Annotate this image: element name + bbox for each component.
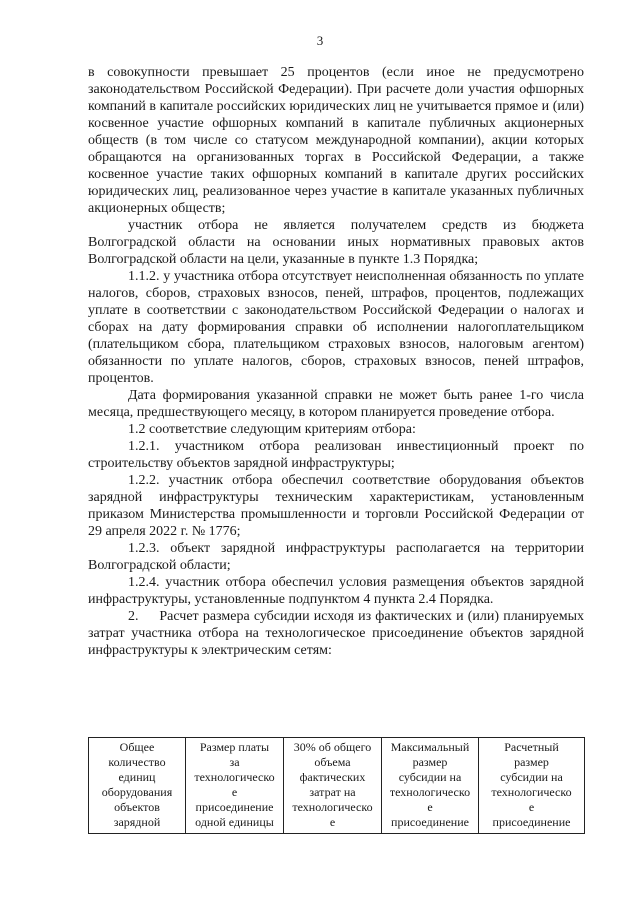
paragraph-1-2-3: 1.2.3. объект зарядной инфраструктуры располагается на территории Волгоградской области; [88, 541, 584, 573]
header-max-subsidy: Максимальный размер субсидии на технологическо е присоединение [389, 740, 471, 829]
page-number: 3 [316, 33, 324, 48]
paragraph-offshore-participation: в совокупности превышает 25 процентов (если иное не предусмотрено законодательством Российской Федерации). При расчете доли участия офшорных компаний в капитале российских юридических лиц не учитывается прямое и (или) косвенное участие офшорных компаний в капитале публичных акционерных обществ (в том числе со статусом международной компании), акции которых обращаются на организованных торгах в Российской Федерации, а также косвенное участие таких офшорных компаний в капитале других российских юридических лиц, реализованное через участие в капитале указанных публичных акционерных обществ; [88, 65, 584, 216]
table-header-cell [186, 738, 284, 834]
paragraph-1-2-1: 1.2.1. участником отбора реализован инвестиционный проект по строительству объектов зарядной инфраструктуры; [88, 439, 584, 471]
header-connection-fee-per-unit: Размер платы за технологическо е присоединение одной единицы [194, 740, 275, 829]
header-30-percent-actual-costs: 30% об общего объема фактических затрат на технологическо е [292, 740, 373, 829]
paragraph-certificate-date: Дата формирования указанной справки не может быть ранее 1-го числа месяца, предшествующего месяцу, в котором планируется проведение отбора. [88, 388, 584, 420]
header-calculated-subsidy: Расчетный размер субсидии на технологическо е присоединение [491, 740, 572, 829]
paragraph-1-2-4: 1.2.4. участник отбора обеспечил условия размещения объектов зарядной инфраструктуры, установленные подпунктом 4 пункта 2.4 Порядка. [88, 575, 584, 607]
document-body [88, 64, 588, 659]
subsidy-table [88, 737, 585, 834]
paragraph-not-budget-recipient: участник отбора не является получателем средств из бюджета Волгоградской области на основании иных нормативных правовых актов Волгоградской области на цели, указанные в пункте 1.3 Порядка; [88, 218, 584, 267]
table-header-row [89, 738, 585, 834]
paragraph-1-2-2: 1.2.2. участник отбора обеспечил соответствие оборудования объектов зарядной инфраструктуры техническим характеристикам, установленным приказом Министерства промышленности и торговли Российской Федерации от 29 апреля 2022 г. № 1776; [88, 473, 584, 539]
paragraph-1-2: 1.2 соответствие следующим критериям отбора: [128, 422, 416, 437]
table-header-cell [284, 738, 382, 834]
paragraph-1-1-2: 1.1.2. у участника отбора отсутствует неисполненная обязанность по уплате налогов, сборов, страховых взносов, пеней, штрафов, процентов, подлежащих уплате в соответствии с законодательством Российской Федерации о налогах и сборах на дату формирования справки об исполнении налогоплательщиком (плательщиком сбора, плательщиком страховых взносов, налоговым агентом) обязанности по уплате налогов, сборов, страховых взносов, пеней штрафов, процентов. [88, 269, 584, 386]
table-header-cell [382, 738, 479, 834]
header-total-equipment-units: Общее количество единиц оборудования объектов зарядной [101, 740, 173, 829]
table-header-cell [89, 738, 186, 834]
paragraph-2-subsidy-calculation: 2. Расчет размера субсидии исходя из фактических и (или) планируемых затрат участника отбора на технологическое присоединение объектов зарядной инфраструктуры к электрическим сетям: [88, 609, 588, 658]
table-header-cell [479, 738, 585, 834]
